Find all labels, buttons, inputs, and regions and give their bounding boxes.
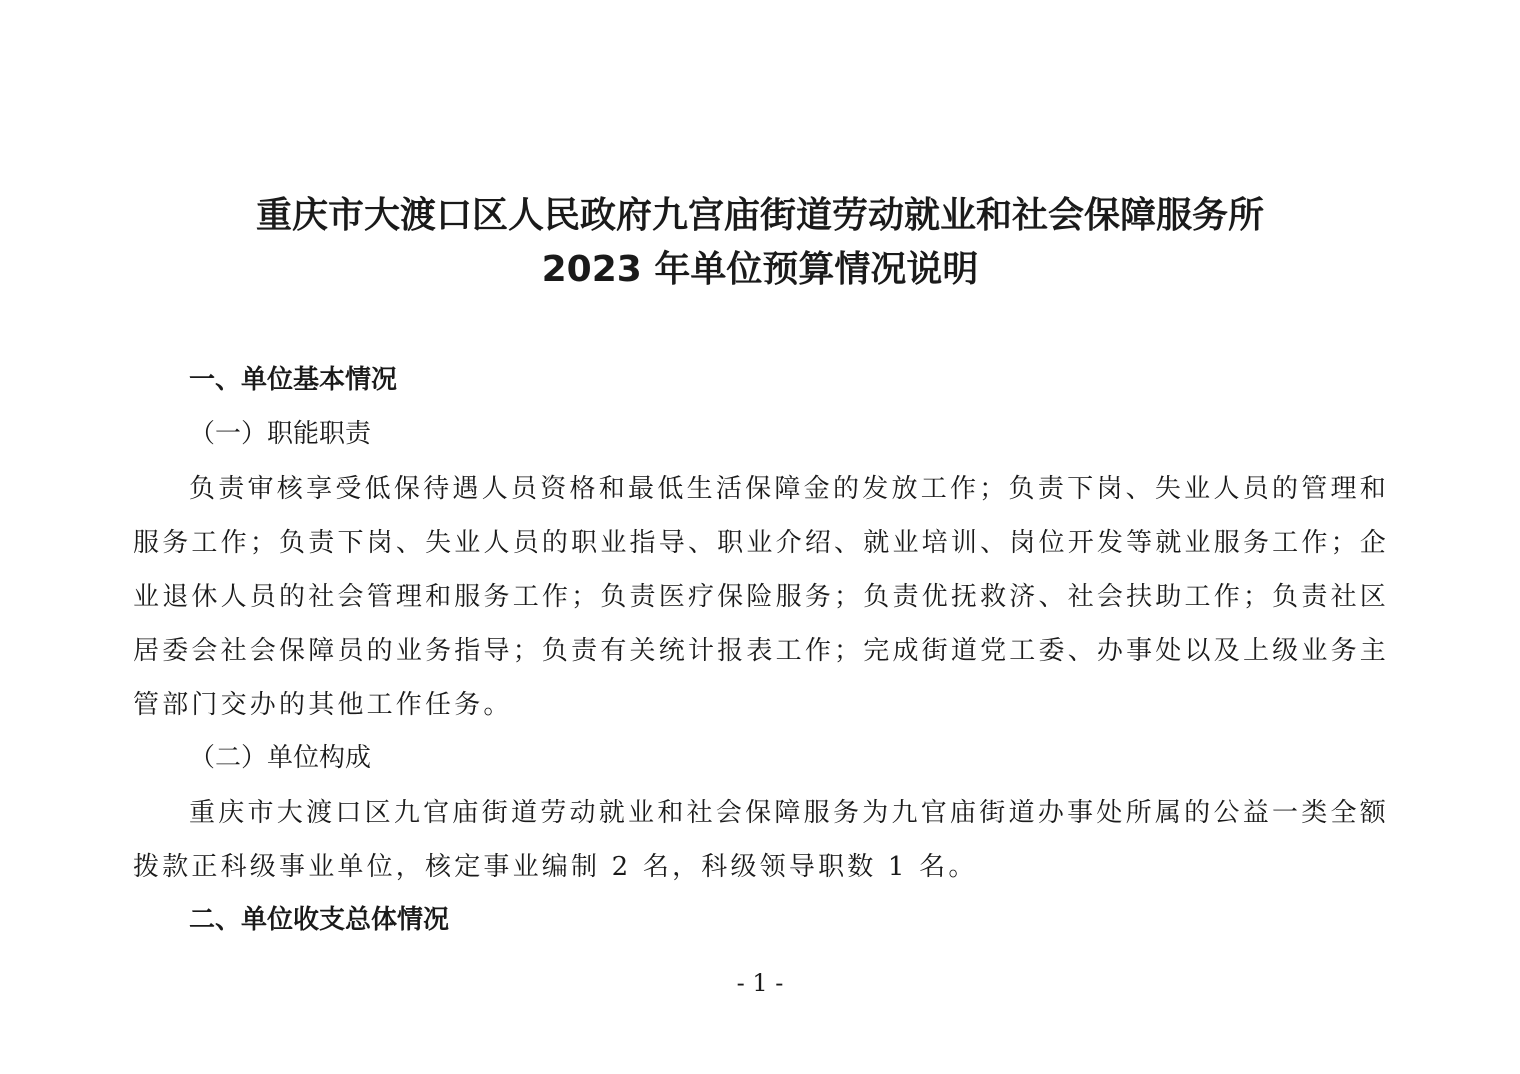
subsection-heading-duties: （一）职能职责 <box>189 419 372 449</box>
document-title-line2: 2023 年单位预算情况说明 <box>541 249 979 290</box>
duties-paragraph: 负责审核享受低保待遇人员资格和最低生活保障金的发放工作；负责下岗、失业人员的管理和服务工作；负责下岗、失业人员的职业指导、职业介绍、就业培训、岗位开发等就业服务工作；企业退休人员的社会管理和服务工作；负责医疗保险服务；负责优抚救济、社会扶助工作；负责社区居委会社会保障员的业务指导；负责有关统计报表工作；完成街道党工委、办事处以及上级业务主管部门交办的其他工作任务。 <box>133 474 1389 720</box>
document-title-line1: 重庆市大渡口区人民政府九宫庙街道劳动就业和社会保障服务所 <box>255 195 1264 236</box>
subsection-heading-composition: （二）单位构成 <box>189 743 372 773</box>
section-heading-basic-info: 一、单位基本情况 <box>189 365 398 395</box>
page-number: - 1 - <box>736 969 784 997</box>
composition-paragraph: 重庆市大渡口区九官庙街道劳动就业和社会保障服务为九官庙街道办事处所属的公益一类全额拨款正科级事业单位，核定事业编制 2 名，科级领导职数 1 名。 <box>133 798 1389 882</box>
section-heading-income-expenditure: 二、单位收支总体情况 <box>189 905 450 935</box>
